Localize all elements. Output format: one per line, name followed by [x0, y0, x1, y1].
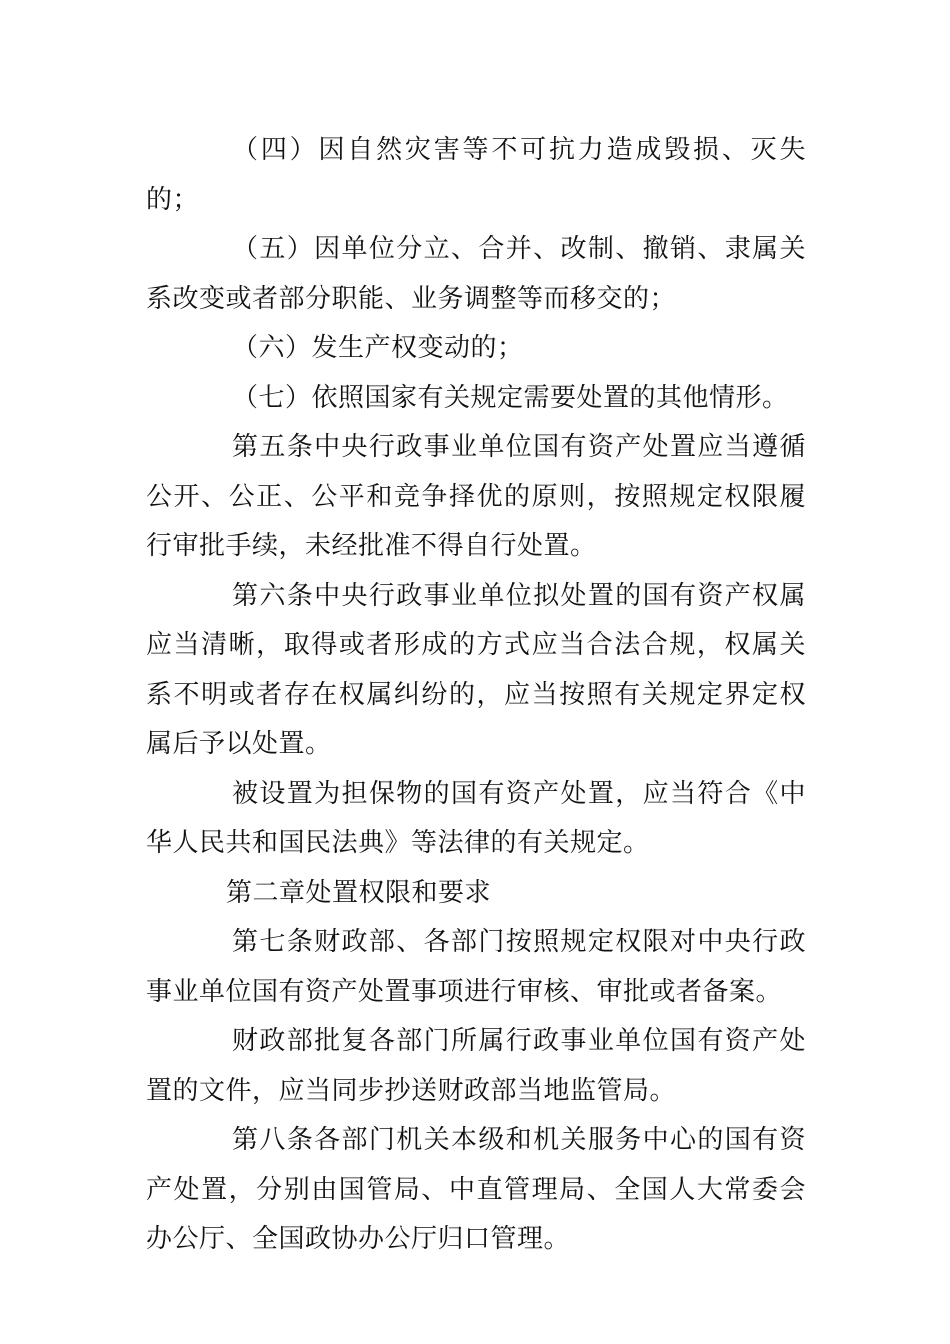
clause-6: （六）发生产权变动的；: [232, 333, 524, 363]
clause-4: （四）因自然灾害等不可抗力造成毁损、灭失的；: [146, 135, 806, 215]
clause-5: （五）因单位分立、合并、改制、撤销、隶属关系改变或者部分职能、业务调整等而移交的；: [146, 234, 806, 314]
clause-7: （七）依照国家有关规定需要处置的其他情形。: [232, 382, 789, 413]
article-5: 第五条中央行政事业单位国有资产处置应当遵循公开、公正、公平和竞争择优的原则，按照规定权限履行审批手续，未经批准不得自行处置。: [146, 432, 806, 561]
article-8: 第八条各部门机关本级和机关服务中心的国有资产处置，分别由国管局、中直管理局、全国人大常委会办公厅、全国政协办公厅归口管理。: [146, 1125, 806, 1254]
article-6-note: 被设置为担保物的国有资产处置，应当符合《中华人民共和国民法典》等法律的有关规定。: [146, 778, 806, 858]
document-body: [146, 126, 806, 1265]
article-6: 第六条中央行政事业单位拟处置的国有资产权属应当清晰，取得或者形成的方式应当合法合规，权属关系不明或者存在权属纠纷的，应当按照有关规定界定权属后予以处置。: [146, 580, 806, 759]
chapter-heading: 第二章处置权限和要求: [226, 877, 492, 908]
article-7: 第七条财政部、各部门按照规定权限对中央行政事业单位国有资产处置事项进行审核、审批或者备案。: [146, 927, 806, 1007]
article-7-note: 财政部批复各部门所属行政事业单位国有资产处置的文件，应当同步抄送财政部当地监管局。: [146, 1026, 806, 1106]
